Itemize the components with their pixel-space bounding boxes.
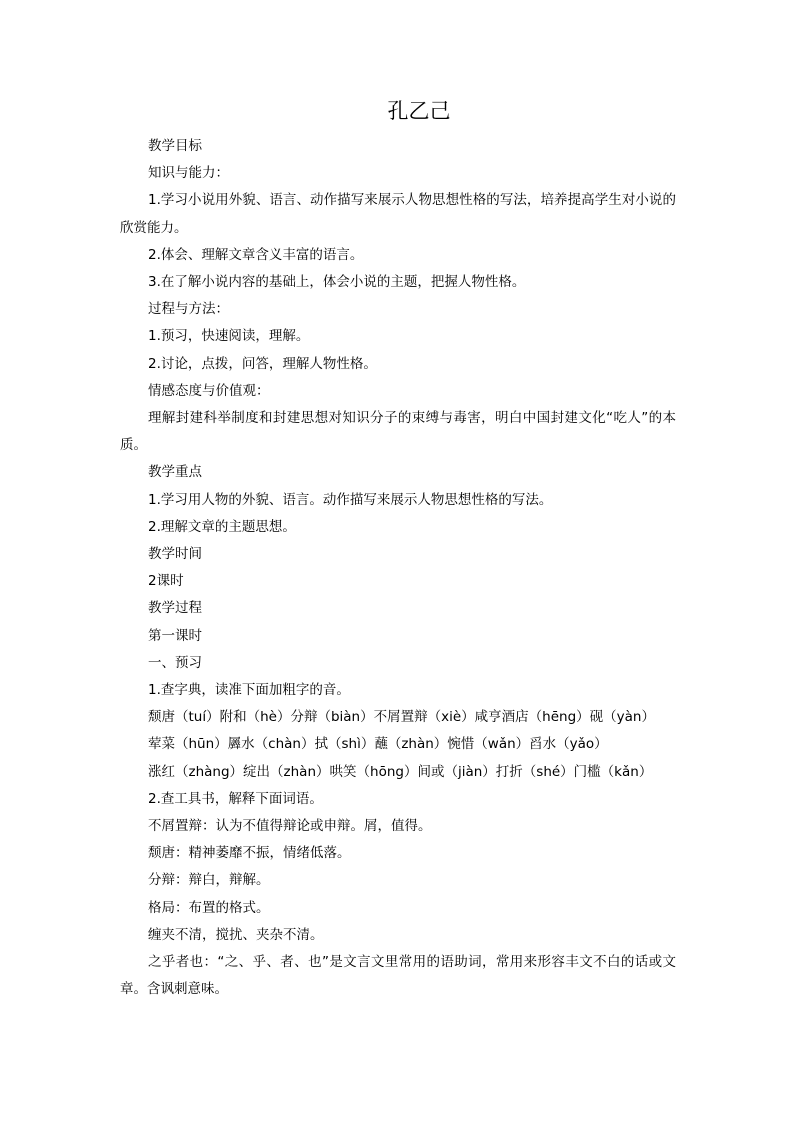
definition-line: 分辩：辩白，辩解。 [148, 872, 270, 889]
paragraph: 理解封建科举制度和封建思想对知识分子的束缚与毒害，明白中国封建文化“吃人”的本质。 [120, 410, 676, 454]
paragraph: 2.查工具书，解释下面词语。 [148, 790, 323, 807]
paragraph: 1.学习小说用外貌、语言、动作描写来展示人物思想性格的写法，培养提高学生对小说的欣赏能力。 [120, 192, 676, 236]
definition-line: 颓唐：精神萎靡不振，情绪低落。 [148, 845, 351, 862]
section-heading: 教学目标 [148, 138, 202, 154]
definition-line: 之乎者也：“之、乎、者、也”是文言文里常用的语助词，常用来形容丰文不白的话或文章。含讽刺意味。 [120, 954, 676, 998]
paragraph: 1.查字典，读准下面加粗字的音。 [148, 682, 350, 699]
paragraph: 1.学习用人物的外貌、语言。动作描写来展示人物思想性格的写法。 [148, 491, 553, 508]
subsection-heading: 过程与方法： [148, 301, 229, 318]
paragraph: 2.体会、理解文章含义丰富的语言。 [148, 246, 364, 263]
definition-line: 格局：布置的格式。 [148, 899, 270, 916]
pinyin-line: 荤菜（hūn）羼水（chàn）拭（shì）蘸（zhàn）惋惜（wǎn）舀水（yǎo） [148, 736, 608, 753]
pinyin-line: 颓唐（tuí）附和（hè）分辩（biàn）不屑置辩（xiè）咸亨酒店（hēng）砚（yàn） [148, 709, 655, 726]
subsection-heading: 知识与能力： [148, 165, 229, 182]
paragraph: 2.理解文章的主题思想。 [148, 518, 296, 535]
paragraph: 1.预习，快速阅读，理解。 [148, 328, 310, 345]
document-title: 孔乙己 [387, 99, 451, 123]
document-body [120, 133, 676, 1004]
section-heading: 教学过程 [148, 600, 202, 617]
subsection-heading: 第一课时 [148, 627, 202, 644]
section-heading: 教学时间 [148, 546, 202, 563]
paragraph: 2.讨论，点拨，问答，理解人物性格。 [148, 355, 377, 372]
subsection-heading: 情感态度与价值观： [148, 382, 270, 399]
section-heading: 教学重点 [148, 464, 202, 481]
definition-line: 缠夹不清，搅扰、夹杂不清。 [148, 926, 324, 943]
paragraph: 2课时 [148, 573, 184, 590]
pinyin-line: 涨红（zhàng）绽出（zhàn）哄笑（hōng）间或（jiàn）打折（shé）门槛（kǎn） [148, 763, 653, 780]
subsection-heading: 一、预习 [148, 654, 202, 671]
definition-line: 不屑置辩：认为不值得辩论或申辩。屑，值得。 [148, 818, 432, 835]
paragraph: 3.在了解小说内容的基础上，体会小说的主题，把握人物性格。 [148, 274, 526, 291]
